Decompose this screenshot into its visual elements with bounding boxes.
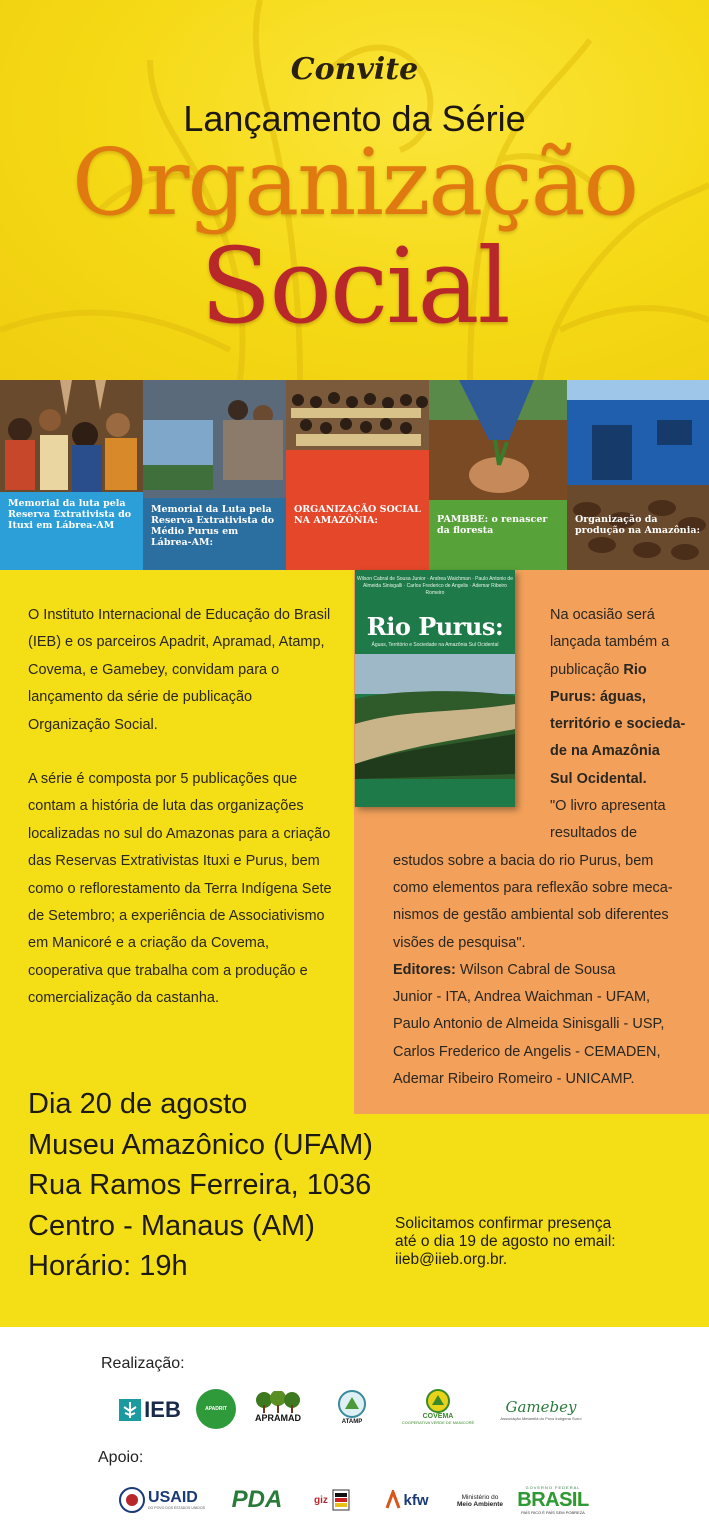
announce-line: lançada também a (550, 634, 670, 651)
sponsors-footer (0, 1327, 709, 1534)
cover-title: Organização da produção na Amazônia: (575, 514, 700, 536)
cover-band (0, 492, 143, 570)
book-title: Rio Purus: (366, 612, 504, 641)
apramad-trees-icon (250, 1391, 306, 1413)
book-name-highlight: Rio (623, 661, 647, 678)
publication-covers-strip (0, 380, 709, 570)
event-address: Rua Ramos Ferreira, 1036 (28, 1169, 372, 1201)
announce-line: de na Amazônia (550, 743, 660, 760)
giz-logo (310, 1487, 354, 1513)
usaid-logo (116, 1485, 208, 1515)
intro-text (28, 602, 334, 1040)
editors-text: Wilson Cabral de Sousa (455, 961, 616, 978)
announce-line: território e socieda- (550, 716, 686, 733)
apoio-label: Apoio: (98, 1449, 144, 1466)
cover-band (143, 498, 286, 570)
event-district: Centro - Manaus (AM) (28, 1209, 315, 1242)
book-subtitle: Águas, Território e Sociedade na Amazônia Sul Ocidental (371, 642, 499, 648)
brasil-government-logo (510, 1483, 596, 1517)
ieb-wordmark: IEB (144, 1397, 181, 1422)
kfw-wordmark: kfw (403, 1491, 429, 1509)
covema-emblem-icon (423, 1389, 453, 1413)
announce-line: "O livro apresenta (550, 798, 666, 815)
event-date: Dia 20 de agosto (28, 1088, 248, 1120)
pda-logo (226, 1485, 288, 1515)
gamebey-wordmark: Gamebey (505, 1397, 577, 1416)
book-announcement-text (393, 602, 693, 1093)
mma-line-1: Ministério do (461, 1494, 499, 1501)
covema-tagline: COOPERATIVA VERDE DE MANICORÉ (401, 1420, 475, 1425)
cover-organizacao-social (286, 380, 429, 570)
announce-line (393, 657, 693, 684)
ieb-tree-icon (119, 1399, 141, 1421)
cover-pambbe (429, 380, 567, 570)
announce-line: resultados de (550, 825, 638, 842)
cover-band (286, 450, 429, 570)
content-section (0, 570, 709, 1327)
editors-line: Junior - ITA, Andrea Waichman - UFAM, (393, 989, 651, 1006)
announce-line: Sul Ocidental. (550, 770, 647, 787)
cover-band (567, 508, 709, 570)
gamebey-tagline: Associação Metareilá do Povo Indígena Suruí (500, 1415, 582, 1421)
event-time: Horário: 19h (28, 1250, 188, 1282)
editors-line (393, 957, 693, 984)
usaid-tagline: DO POVO DOS ESTADOS UNIDOS (148, 1506, 205, 1510)
series-launch-subtitle: Lançamento da Série (183, 98, 526, 139)
editors-label: Editores: (393, 961, 456, 978)
usaid-seal-icon (119, 1487, 145, 1513)
brasil-tagline: PAÍS RICO É PAÍS SEM POBREZA (521, 1510, 585, 1515)
atamp-emblem-icon (337, 1389, 367, 1419)
gamebey-logo (496, 1389, 586, 1429)
rsvp-notice (395, 1215, 616, 1269)
mma-logo (452, 1487, 508, 1515)
giz-wordmark: giz (314, 1494, 328, 1506)
apramad-wordmark: APRAMAD (255, 1413, 301, 1423)
mma-line-2: Meio Ambiente (457, 1501, 503, 1508)
realizacao-label: Realização: (101, 1355, 185, 1372)
editors-line: Ademar Ribeiro Romeiro - UNICAMP. (393, 1071, 635, 1088)
editors-line: Paulo Antonio de Almeida Sinisgalli - USP, (393, 1016, 665, 1033)
series-title-line2: Social (200, 225, 509, 347)
covema-wordmark: COVEMA (422, 1413, 454, 1420)
rsvp-line-2: até o dia 19 de agosto no email: (395, 1233, 616, 1250)
header-banner (0, 0, 709, 380)
event-details (28, 1084, 373, 1287)
intro-paragraph-1: O Instituto Internacional de Educação do Brasil (IEB) e os parceiros Apadrit, Apramad, Atamp, Covema, e Gamebey, convidam para o lançamento da série de publicação Organização Social. (28, 607, 331, 733)
series-title-line1: Organização (72, 129, 637, 236)
cover-title: Memorial da Luta pela Reserva Extrativista do Médio Purus em Lábrea-AM: (151, 504, 275, 548)
announce-line: como elementos para reflexão sobre meca- (393, 879, 673, 896)
atamp-wordmark: ATAMP (341, 1419, 363, 1425)
announce-line: estudos sobre a bacia do rio Purus, bem (393, 852, 654, 869)
cover-title: PAMBBE: o renascer da floresta (437, 514, 548, 536)
cover-medio-purus (143, 380, 286, 570)
kfw-arrows-icon (385, 1490, 401, 1510)
intro-paragraph-2: A série é composta por 5 publicações que contam a história de luta das organizações localizadas no sul do Amazonas para a criação das Reservas Extrativistas Ituxi e Purus, bem como o reflorestamento da Terra Indígena Sete de Setembro; a experiência de Associativismo em Manicoré e a criação da Covema, cooperativa que trabalha com a produção e comercialização da castanha. (28, 771, 332, 1007)
announce-line: Na ocasião será (550, 607, 655, 623)
pda-wordmark: PDA (231, 1486, 283, 1513)
brasil-wordmark: BRASIL (517, 1489, 589, 1511)
announce-line: nismos de gestão ambiental sob diferentes (393, 907, 669, 924)
announce-line: visões de pesquisa". (393, 934, 526, 951)
editors-line: Carlos Frederico de Angelis - CEMADEN, (393, 1043, 661, 1060)
cover-title: Memorial da luta pela Reserva Extrativista do Ituxi em Lábrea-AM (8, 498, 132, 531)
apadrit-logo (196, 1389, 236, 1429)
cover-covema (567, 380, 709, 570)
announce-line: Purus: águas, (550, 688, 646, 705)
invitation-label: Convite (290, 52, 419, 87)
cover-title: ORGANIZAÇÃO SOCIAL NA AMAZÔNIA: (294, 504, 421, 526)
apramad-logo (240, 1385, 316, 1429)
book-authors: Wilson Cabral de Sousa Junior · Andrea Waichman · Paulo Antonio de Almeida Sinisgalli · Carlos Frederico de Angelis · Ademar Ribeiro Romeiro (356, 576, 513, 596)
atamp-logo (322, 1385, 382, 1429)
announce-text: publicação (550, 661, 624, 678)
brasil-top-text: GOVERNO FEDERAL (525, 1485, 581, 1490)
ieb-logo (115, 1397, 185, 1423)
covema-logo (388, 1385, 488, 1429)
event-venue: Museu Amazônico (UFAM) (28, 1128, 373, 1161)
cover-band (429, 508, 567, 570)
cover-ituxi (0, 380, 143, 570)
rsvp-line-1: Solicitamos confirmar presença (395, 1215, 612, 1232)
kfw-logo (376, 1487, 438, 1513)
usaid-wordmark: USAID (148, 1489, 198, 1506)
apadrit-wordmark: APADRIT (205, 1406, 227, 1412)
rsvp-email: iieb@iieb.org.br. (395, 1251, 508, 1268)
german-eagle-icon (332, 1489, 350, 1511)
